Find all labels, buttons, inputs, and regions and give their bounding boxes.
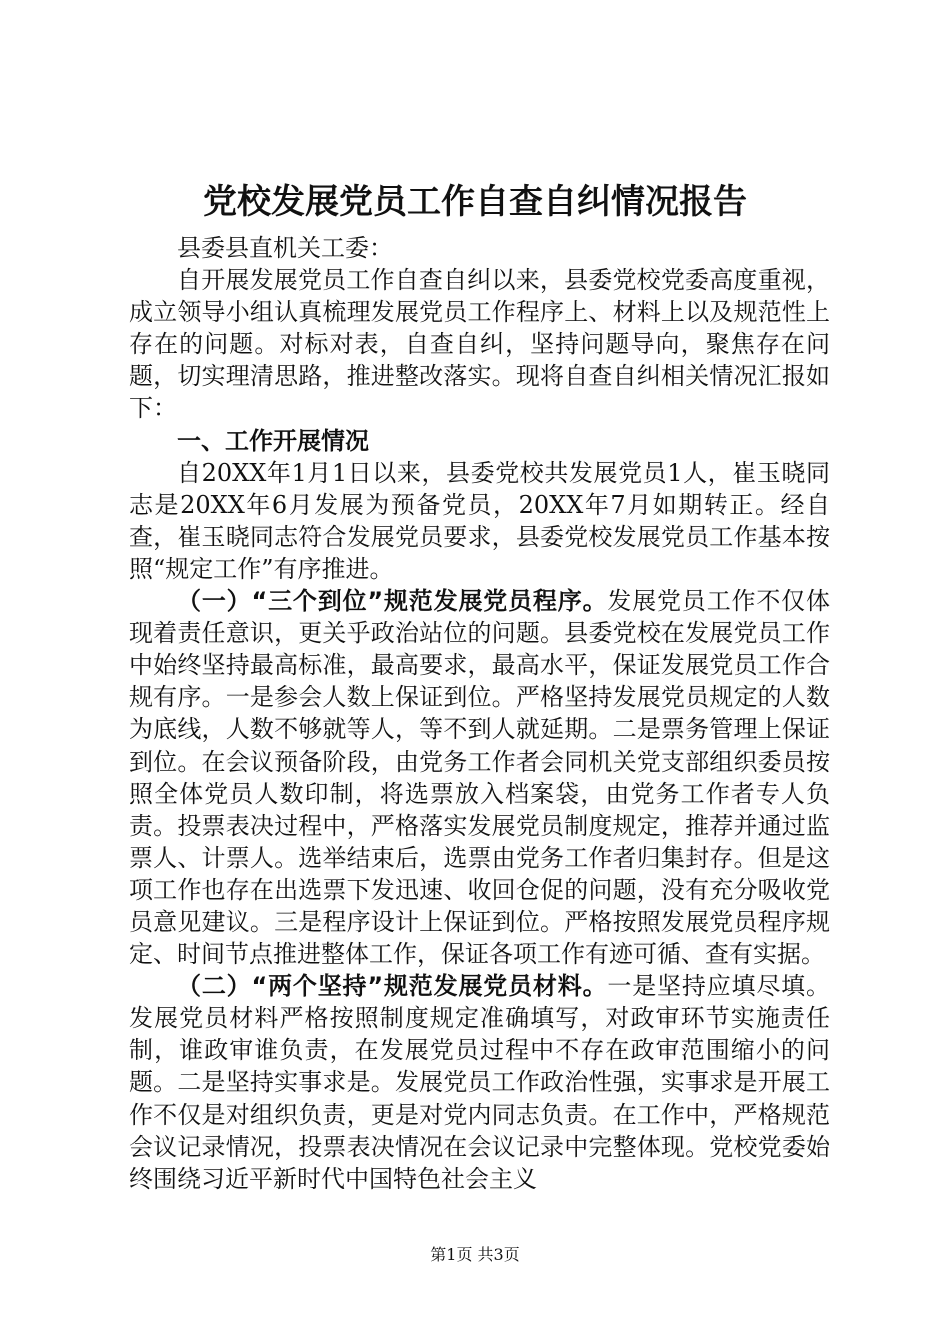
item2-lead: （二）“两个坚持”规范发展党员材料。: [177, 972, 608, 1001]
intro-paragraph: 自开展发展党员工作自查自纠以来，县委党校党委高度重视，成立领导小组认真梳理发展党员工作程序上、材料上以及规范性上存在的问题。对标对表，自查自纠，坚持问题导向，聚焦存在问题，切实理清思路，推进整改落实。现将自查自纠相关情况汇报如下：: [129, 266, 830, 423]
salutation: 县委县直机关工委：: [177, 234, 393, 262]
item1-text: 发展党员工作不仅体现着责任意识，更关乎政治站位的问题。县委党校在发展党员工作中始终坚持最高标准，最高要求，最高水平，保证发展党员工作合规有序。一是参会人数上保证到位。严格坚持发展党员规定的人数为底线，人数不够就等人，等不到人就延期。二是票务管理上保证到位。在会议预备阶段，由党务工作者会同机关党支部组织委员按照全体党员人数印制，将选票放入档案袋，由党务工作者专人负责。投票表决过程中，严格落实发展党员制度规定，推荐并通过监票人、计票人。选举结束后，选票由党务工作者归集封存。但是这项工作也存在出选票下发迅速、收回仓促的问题，没有充分吸收党员意见建议。三是程序设计上保证到位。严格按照发展党员程序规定、时间节点推进整体工作，保证各项工作有迹可循、查有实据。: [129, 587, 831, 969]
item1-lead: （一）“三个到位”规范发展党员程序。: [177, 587, 608, 616]
document-body: [129, 232, 830, 1195]
page-footer: 第1页 共3页: [430, 1245, 520, 1264]
item1-paragraph: [129, 585, 830, 970]
section-paragraph: 自20XX年1月1日以来，县委党校共发展党员1人，崔玉晓同志是20XX年6月发展为预备党员，20XX年7月如期转正。经自查，崔玉晓同志符合发展党员要求，县委党校发展党员工作基本按照“规定工作”有序推进。: [129, 458, 830, 583]
item2-text: 一是坚持应填尽填。发展党员材料严格按照制度规定准确填写，对政审环节实施责任制，谁政审谁负责，在发展党员过程中不存在政审范围缩小的问题。二是坚持实事求是。发展党员工作政治性强，实事求是开展工作不仅是对组织负责，更是对党内同志负责。在工作中，严格规范会议记录情况，投票表决情况在会议记录中完整体现。党校党委始终围绕习近平新时代中国特色社会主义: [129, 972, 831, 1193]
section-heading: 一、工作开展情况: [177, 426, 369, 455]
document-title: 党校发展党员工作自查自纠情况报告: [203, 182, 747, 222]
item2-paragraph: [129, 970, 830, 1195]
